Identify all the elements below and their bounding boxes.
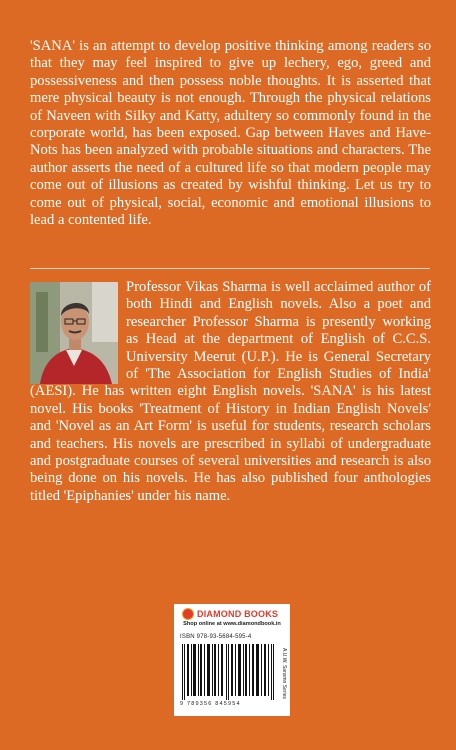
back-cover-blurb: 'SANA' is an attempt to develop positive thinking among readers so that they may feel inspired to give up lechery, ego, greed and possessiveness and then possess noble thoughts. It is asserted that mere physical beauty is not enough. Through the physical relations of Naveen with Silky and Katty, adultery so commonly found in the corporate world, has been exposed. Gap between Haves and Have-Nots has been analyzed with probable situations and characters. The author asserts the need of a cultured life so that modern people may come out of illusions as created by wishful thinking. Let us try to come out of physical, social, economic and emotional illusions to lead a contented life. bbox=[30, 38, 431, 229]
section-divider bbox=[30, 268, 430, 269]
barcode-graphic bbox=[180, 644, 276, 700]
isbn-line: ISBN 978-93-5684-595-4 bbox=[180, 634, 252, 640]
publisher-name: DIAMOND BOOKS bbox=[197, 609, 279, 619]
photo-spacer bbox=[30, 279, 126, 383]
shop-online-line: Shop online at www.diamondbook.in bbox=[183, 621, 281, 627]
author-bio-text: Professor Vikas Sharma is well acclaimed author of both Hindi and English novels. Also a poet and researcher Professor Sharma is presently working as Head at the department of English of C.C.S. University Meerut (U.P.). He is General Secretary of 'The Association for English Studies of India' (AESI). He has written eight English novels. 'SANA' is his latest novel. His books 'Treatment of History in Indian English Novels' and 'Novel as an Art Form' is useful for students, research scholars and teachers. His novels are prescribed in syllabi of undergraduate and postgraduate courses of several universities and research is also being done on his novels. He has also published four anthologies titled 'Epiphanies' under his name. bbox=[30, 279, 431, 504]
publisher-brand bbox=[182, 608, 278, 620]
barcode-digits: 9 789356 845954 bbox=[180, 701, 241, 707]
series-label: A.U.W. Sansmn Series bbox=[281, 648, 287, 699]
barcode-card bbox=[174, 604, 290, 716]
author-bio bbox=[30, 279, 431, 505]
diamond-logo-icon bbox=[182, 608, 194, 620]
